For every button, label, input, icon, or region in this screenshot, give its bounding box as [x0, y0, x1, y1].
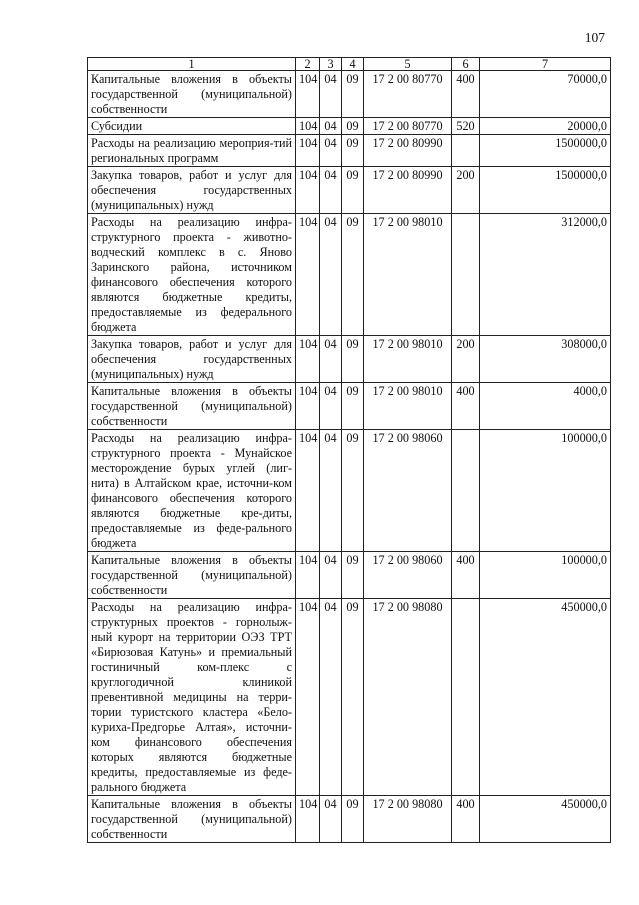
expense-type-cell: 200 — [452, 167, 480, 214]
subsection-code-cell: 04 — [320, 135, 342, 167]
subsection-detail-cell: 09 — [342, 552, 364, 599]
row-name-cell: Расходы на реализацию инфра-структурных проектов - горнолыж-ный курорт на территории ОЭЗ ТРТ «Бирюзовая Катунь» и премиальный гостиничный ком-плекс с круглогодичной клиникой превентивной медицины на терри-тории туристского кластера «Бело-куриха-Предгорье Алтая», источни-ком финансового обеспечения которых являются бюджетные кредиты, предоставляемые из феде-рального бюджета — [88, 599, 296, 796]
row-name-cell: Закупка товаров, работ и услуг для обеспечения государственных (муниципальных) нужд — [88, 167, 296, 214]
subsection-detail-cell: 09 — [342, 135, 364, 167]
expense-type-cell — [452, 599, 480, 796]
budget-table — [87, 57, 611, 843]
amount-cell: 1500000,0 — [480, 167, 611, 214]
expense-type-cell — [452, 135, 480, 167]
section-code-cell: 104 — [296, 552, 320, 599]
subsection-code-cell: 04 — [320, 214, 342, 336]
subsection-code-cell: 04 — [320, 796, 342, 843]
amount-cell: 312000,0 — [480, 214, 611, 336]
section-code-cell: 104 — [296, 430, 320, 552]
row-name-cell: Расходы на реализацию мероприя-тий региональных программ — [88, 135, 296, 167]
subsection-code-cell: 04 — [320, 383, 342, 430]
row-name-cell: Капитальные вложения в объекты государственной (муниципальной) собственности — [88, 383, 296, 430]
target-article-cell: 17 2 00 98010 — [364, 214, 452, 336]
section-code-cell: 104 — [296, 214, 320, 336]
amount-cell: 308000,0 — [480, 336, 611, 383]
subsection-detail-cell: 09 — [342, 383, 364, 430]
table-row — [88, 796, 611, 843]
subsection-code-cell: 04 — [320, 430, 342, 552]
column-header: 4 — [342, 58, 364, 71]
expense-type-cell: 520 — [452, 118, 480, 135]
table-row — [88, 135, 611, 167]
amount-cell: 450000,0 — [480, 599, 611, 796]
column-number-row — [88, 58, 611, 71]
row-name-cell: Расходы на реализацию инфра-структурного проекта - Мунайское месторождение бурых углей (лиг-нита) в Алтайском крае, источни-ком финансового обеспечения которого являются бюджетные кре-диты, предоставляемые из феде-рального бюджета — [88, 430, 296, 552]
subsection-detail-cell: 09 — [342, 336, 364, 383]
expense-type-cell — [452, 430, 480, 552]
target-article-cell: 17 2 00 80770 — [364, 71, 452, 118]
section-code-cell: 104 — [296, 599, 320, 796]
expense-type-cell: 400 — [452, 383, 480, 430]
amount-cell: 20000,0 — [480, 118, 611, 135]
table-row — [88, 167, 611, 214]
section-code-cell: 104 — [296, 167, 320, 214]
row-name-cell: Капитальные вложения в объекты государственной (муниципальной) собственности — [88, 796, 296, 843]
table-row — [88, 430, 611, 552]
row-name-cell: Капитальные вложения в объекты государственной (муниципальной) собственности — [88, 71, 296, 118]
table-row — [88, 214, 611, 336]
section-code-cell: 104 — [296, 135, 320, 167]
section-code-cell: 104 — [296, 796, 320, 843]
expense-type-cell: 400 — [452, 796, 480, 843]
target-article-cell: 17 2 00 98010 — [364, 383, 452, 430]
subsection-detail-cell: 09 — [342, 118, 364, 135]
page-number: 107 — [584, 30, 605, 45]
subsection-code-cell: 04 — [320, 552, 342, 599]
column-header: 1 — [88, 58, 296, 71]
row-name-cell: Субсидии — [88, 118, 296, 135]
target-article-cell: 17 2 00 98080 — [364, 796, 452, 843]
subsection-detail-cell: 09 — [342, 214, 364, 336]
amount-cell: 450000,0 — [480, 796, 611, 843]
subsection-detail-cell: 09 — [342, 430, 364, 552]
column-header: 6 — [452, 58, 480, 71]
target-article-cell: 17 2 00 98060 — [364, 430, 452, 552]
target-article-cell: 17 2 00 98060 — [364, 552, 452, 599]
table-row — [88, 383, 611, 430]
target-article-cell: 17 2 00 98010 — [364, 336, 452, 383]
amount-cell: 100000,0 — [480, 430, 611, 552]
column-header: 5 — [364, 58, 452, 71]
row-name-cell: Капитальные вложения в объекты государственной (муниципальной) собственности — [88, 552, 296, 599]
subsection-detail-cell: 09 — [342, 167, 364, 214]
expense-type-cell: 400 — [452, 552, 480, 599]
table-row — [88, 336, 611, 383]
amount-cell: 70000,0 — [480, 71, 611, 118]
table-row — [88, 552, 611, 599]
section-code-cell: 104 — [296, 118, 320, 135]
subsection-code-cell: 04 — [320, 71, 342, 118]
target-article-cell: 17 2 00 80770 — [364, 118, 452, 135]
expense-type-cell: 200 — [452, 336, 480, 383]
section-code-cell: 104 — [296, 383, 320, 430]
table-row — [88, 599, 611, 796]
subsection-detail-cell: 09 — [342, 71, 364, 118]
subsection-detail-cell: 09 — [342, 599, 364, 796]
amount-cell: 1500000,0 — [480, 135, 611, 167]
subsection-detail-cell: 09 — [342, 796, 364, 843]
row-name-cell: Закупка товаров, работ и услуг для обеспечения государственных (муниципальных) нужд — [88, 336, 296, 383]
amount-cell: 100000,0 — [480, 552, 611, 599]
subsection-code-cell: 04 — [320, 167, 342, 214]
target-article-cell: 17 2 00 98080 — [364, 599, 452, 796]
table-row — [88, 71, 611, 118]
target-article-cell: 17 2 00 80990 — [364, 135, 452, 167]
subsection-code-cell: 04 — [320, 599, 342, 796]
section-code-cell: 104 — [296, 336, 320, 383]
target-article-cell: 17 2 00 80990 — [364, 167, 452, 214]
row-name-cell: Расходы на реализацию инфра-структурного проекта - животно-водческий комплекс в с. Яново Заринского района, источником финансового обеспечения которого являются бюджетные кредиты, предоставляемые из федерального бюджета — [88, 214, 296, 336]
subsection-code-cell: 04 — [320, 118, 342, 135]
column-header: 3 — [320, 58, 342, 71]
table-row — [88, 118, 611, 135]
expense-type-cell — [452, 214, 480, 336]
column-header: 2 — [296, 58, 320, 71]
section-code-cell: 104 — [296, 71, 320, 118]
column-header: 7 — [480, 58, 611, 71]
amount-cell: 4000,0 — [480, 383, 611, 430]
subsection-code-cell: 04 — [320, 336, 342, 383]
expense-type-cell: 400 — [452, 71, 480, 118]
